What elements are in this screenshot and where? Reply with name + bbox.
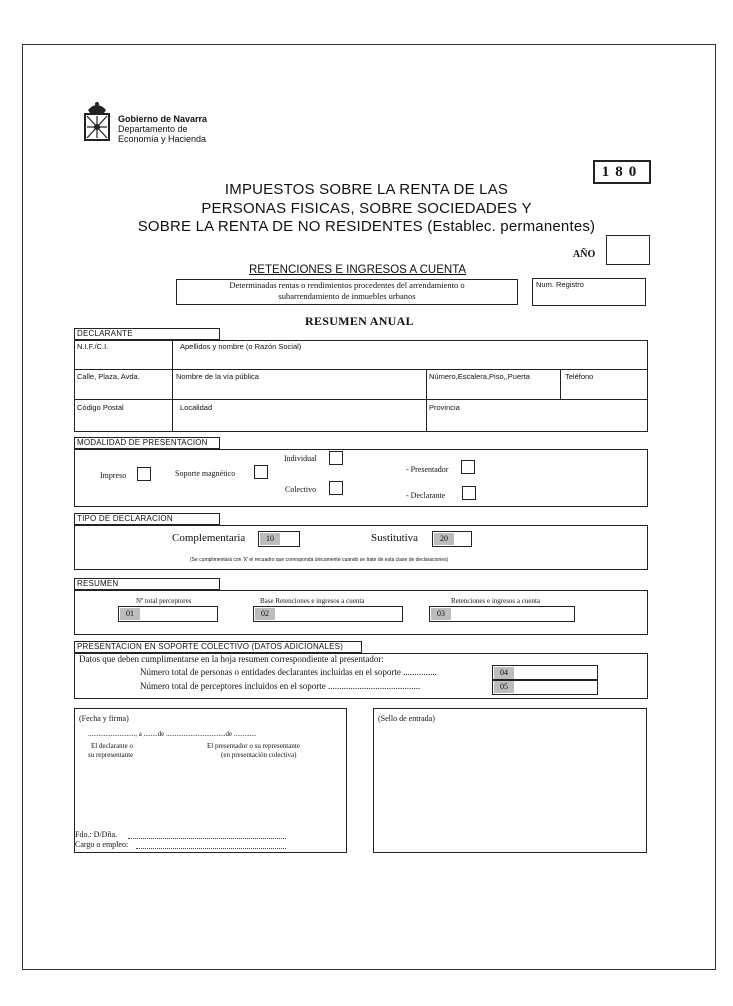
complementaria-checkbox[interactable] bbox=[258, 531, 300, 547]
declarante-signer-1: El declarante o bbox=[91, 742, 133, 750]
retenciones-label: Retenciones e ingresos a cuenta bbox=[451, 597, 541, 605]
declarante-signer-2: su representante bbox=[88, 751, 134, 759]
name-label: Apellidos y nombre (o Razón Social) bbox=[180, 342, 302, 351]
signature-label: (Fecha y firma) bbox=[79, 714, 129, 723]
number-label: Número,Escalera,Piso,,Puerta bbox=[429, 372, 530, 381]
perceptores-field[interactable] bbox=[118, 606, 218, 622]
retenciones-field[interactable] bbox=[429, 606, 575, 622]
description-box bbox=[176, 279, 518, 305]
street-type-field[interactable] bbox=[75, 382, 171, 398]
title-line-2: PERSONAS FISICAS, SOBRE SOCIEDADES Y bbox=[201, 200, 532, 217]
resumen-section-label: RESUMEN bbox=[74, 578, 220, 590]
title-line-3: SOBRE LA RENTA DE NO RESIDENTES (Establec. permanentes) bbox=[137, 218, 596, 235]
modalidad-section-label: MODALIDAD DE PRESENTACION bbox=[74, 437, 220, 449]
base-field[interactable] bbox=[253, 606, 403, 622]
navarra-crest-logo bbox=[82, 100, 112, 142]
base-code: 02 bbox=[255, 608, 275, 620]
title-line-1: IMPUESTOS SOBRE LA RENTA DE LAS bbox=[224, 181, 509, 198]
year-label: AÑO bbox=[573, 249, 596, 260]
presentador-signer-2: (en presentación colectiva) bbox=[221, 751, 297, 759]
declarante-row-divider-1 bbox=[74, 369, 647, 370]
modalidad-box bbox=[74, 449, 648, 507]
phone-label: Teléfono bbox=[565, 372, 594, 381]
colectivo-line-1: Número total de personas o entidades declarantes incluidas en el soporte ............... bbox=[140, 667, 437, 677]
fdo-line[interactable] bbox=[128, 838, 286, 839]
registry-field[interactable] bbox=[532, 278, 646, 306]
colectivo-label: Colectivo bbox=[285, 485, 317, 494]
province-label: Provincia bbox=[429, 403, 460, 412]
sustitutiva-label: Sustitutiva bbox=[371, 532, 419, 544]
sustitutiva-checkbox[interactable] bbox=[432, 531, 472, 547]
declarante-section-label: DECLARANTE bbox=[74, 328, 220, 340]
stamp-box bbox=[373, 708, 647, 853]
perceptores-code: 01 bbox=[120, 608, 140, 620]
summary-title: RESUMEN ANUAL bbox=[305, 314, 414, 328]
declarante-option-label: - Declarante bbox=[406, 491, 446, 500]
soporte-magnetico-checkbox[interactable] bbox=[254, 465, 268, 479]
nif-field[interactable] bbox=[75, 352, 171, 368]
colectivo-section-label: PRESENTACION EN SOPORTE COLECTIVO (DATOS ADICIONALES) bbox=[74, 641, 362, 653]
street-number-field[interactable] bbox=[428, 382, 558, 398]
colectivo-line-2: Número total de perceptores incluidos en el soporte ......................................... bbox=[140, 681, 421, 691]
impreso-label: Impreso bbox=[100, 471, 127, 480]
presentador-signer-1: El presentador o su representante bbox=[207, 742, 300, 750]
total-declarantes-code: 04 bbox=[494, 667, 514, 679]
street-type-label: Calle, Plaza, Avda. bbox=[77, 372, 140, 381]
individual-label: Individual bbox=[284, 454, 317, 463]
name-field[interactable] bbox=[174, 352, 644, 368]
declarante-col-divider-2 bbox=[426, 369, 427, 431]
complementaria-label: Complementaria bbox=[172, 532, 246, 544]
tipo-box bbox=[74, 525, 648, 570]
perceptores-label: Nº total perceptores bbox=[136, 597, 192, 605]
org-line-3: Economía y Hacienda bbox=[118, 134, 207, 144]
tipo-section-label: TIPO DE DECLARACION bbox=[74, 513, 220, 525]
impreso-checkbox[interactable] bbox=[137, 467, 151, 481]
tipo-note: (Se cumplimentará con 'X' el recuadro que corresponda únicamente cuando se trate de esta clase de declaraciones) bbox=[190, 557, 449, 563]
description-line-1: Determinadas rentas o rendimientos procedentes del arrendamiento o bbox=[229, 280, 465, 290]
cargo-line[interactable] bbox=[136, 848, 286, 849]
nif-label: N.I.F./C.I. bbox=[77, 342, 109, 351]
locality-label: Localidad bbox=[180, 403, 213, 412]
phone-field[interactable] bbox=[562, 382, 644, 398]
year-field[interactable] bbox=[606, 235, 650, 265]
declarante-col-divider-3 bbox=[560, 369, 561, 400]
org-name bbox=[118, 114, 207, 144]
presentador-label: - Presentador bbox=[406, 465, 449, 474]
fdo-label: Fdo.: D/Dña. bbox=[75, 830, 117, 839]
signature-area[interactable] bbox=[78, 762, 340, 828]
locality-field[interactable] bbox=[174, 413, 424, 429]
registry-label: Num. Registro bbox=[536, 280, 584, 289]
individual-checkbox[interactable] bbox=[329, 451, 343, 465]
postal-code-label: Código Postal bbox=[77, 403, 124, 412]
declarante-checkbox[interactable] bbox=[462, 486, 476, 500]
sustitutiva-code: 20 bbox=[434, 533, 454, 545]
total-perceptores-field[interactable] bbox=[492, 679, 598, 695]
street-name-field[interactable] bbox=[174, 382, 424, 398]
declarante-col-divider-1 bbox=[172, 340, 173, 431]
colectivo-intro: Datos que deben cumplimentarse en la hoja resumen correspondiente al presentador: bbox=[79, 654, 384, 664]
colectivo-checkbox[interactable] bbox=[329, 481, 343, 495]
org-line-1: Gobierno de Navarra bbox=[118, 114, 208, 124]
stamp-label: (Sello de entrada) bbox=[378, 714, 435, 723]
street-name-label: Nombre de la vía pública bbox=[176, 372, 259, 381]
cargo-label: Cargo o empleo: bbox=[75, 840, 129, 849]
subtitle: RETENCIONES E INGRESOS A CUENTA bbox=[249, 264, 467, 276]
presentador-checkbox[interactable] bbox=[461, 460, 475, 474]
base-label: Base Retenciones e ingresos a cuenta bbox=[260, 597, 365, 605]
retenciones-code: 03 bbox=[431, 608, 451, 620]
total-perceptores-code: 05 bbox=[494, 681, 514, 693]
postal-code-field[interactable] bbox=[75, 413, 171, 429]
description-line-2: subarrendamiento de inmuebles urbanos bbox=[278, 291, 416, 301]
declarante-row-divider-2 bbox=[74, 399, 647, 400]
soporte-magnetico-label: Soporte magnético bbox=[175, 469, 236, 478]
province-field[interactable] bbox=[428, 413, 644, 429]
place-date-line: ..........................., a ........de ..................................de ............. bbox=[88, 730, 257, 738]
complementaria-code: 10 bbox=[260, 533, 280, 545]
model-number: 180 bbox=[601, 164, 643, 180]
org-line-2: Departamento de bbox=[118, 124, 188, 134]
